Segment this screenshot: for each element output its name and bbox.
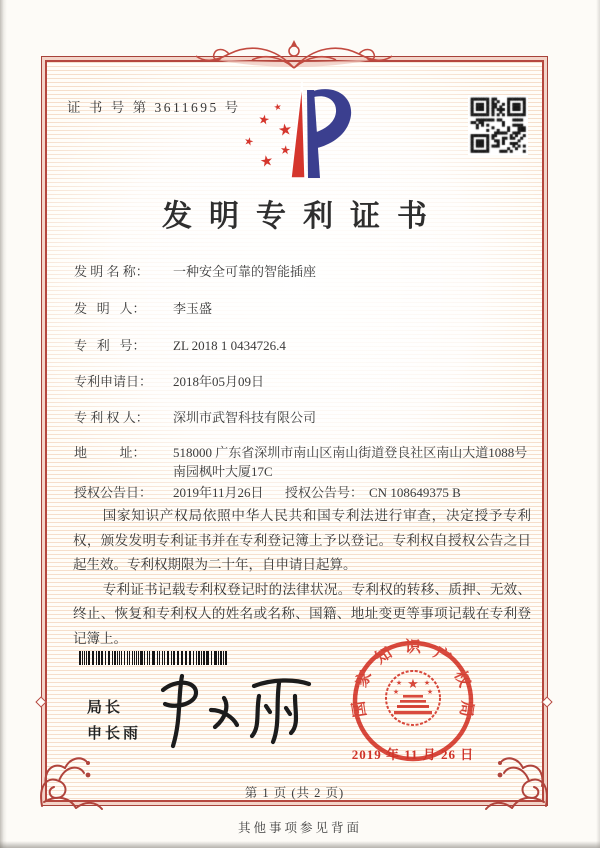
field-label: 专 利 号： — [74, 338, 146, 353]
field-value: CN 108649375 B — [369, 485, 461, 500]
barcode — [79, 651, 229, 665]
handwritten-signature — [148, 670, 318, 752]
signature-block — [87, 695, 141, 747]
svg-text:★: ★ — [395, 679, 403, 687]
seal-date: 2019 年 11 月 26 日 — [351, 747, 475, 762]
page-indicator: 第 1 页 (共 2 页) — [244, 786, 345, 800]
back-note: 其他事项参见背面 — [237, 821, 362, 835]
cnipa-logo — [238, 78, 368, 186]
field-grant-number — [285, 483, 461, 502]
legal-paragraph-1: 国家知识产权局依照中华人民共和国专利法进行审查，决定授予专利权，颁发发明专利证书并在专利登记簿上予以登记。专利权自授权公告之日起生效。专利权期限为二十年，自申请日起算。 — [73, 508, 531, 572]
scan-edge-bottom — [0, 841, 600, 848]
frame-top-flourish-icon — [194, 36, 394, 78]
field-value: 一种安全可靠的智能插座 — [173, 264, 317, 279]
national-emblem — [386, 671, 440, 725]
legal-paragraph-2: 专利证书记载专利权登记时的法律状况。专利权的转移、质押、无效、终止、恢复和专利权人的姓名或名称、国籍、地址变更等事项记载在专利登记簿上。 — [73, 581, 531, 646]
field-row-address — [74, 443, 535, 481]
legal-text — [73, 504, 531, 651]
field-row-filing-date — [74, 372, 264, 391]
field-value: 2019年11月26日 — [173, 485, 264, 500]
field-label: 授权公告日： — [74, 485, 153, 500]
field-row-patentee — [74, 408, 316, 427]
field-value: 李玉盛 — [173, 301, 213, 316]
field-value: ZL 2018 1 0434726.4 — [173, 338, 286, 353]
field-label: 专利申请日： — [74, 374, 153, 389]
certificate-number: 证 书 号 第 3611695 号 — [67, 100, 241, 115]
svg-text:★: ★ — [426, 688, 434, 696]
svg-text:★: ★ — [392, 688, 400, 696]
field-row-invention-name — [74, 262, 316, 281]
field-row-patent-number — [74, 336, 286, 355]
field-row-grant — [74, 483, 544, 502]
seal-agency-name: 国家知识产权局 — [350, 639, 476, 719]
scan-edge-right — [596, 0, 600, 848]
star-icon: ★ — [256, 112, 271, 129]
field-value: 2018年05月09日 — [173, 374, 265, 389]
cnipa-logo-icon — [238, 78, 368, 186]
field-label: 发 明 人： — [74, 301, 146, 316]
field-value: 深圳市武智科技有限公司 — [173, 410, 317, 425]
star-icon: ★ — [272, 102, 283, 114]
field-label: 发 明 名 称： — [74, 264, 149, 279]
certificate-title: 发明专利证书 — [162, 200, 444, 233]
field-label: 地 址： — [74, 445, 146, 460]
field-label: 专 利 权 人： — [74, 410, 149, 425]
commissioner-name: 申长雨 — [87, 726, 142, 742]
star-icon: ★ — [258, 150, 275, 172]
commissioner-title: 局长 — [87, 700, 124, 716]
field-row-inventor — [74, 299, 212, 318]
star-icon: ★ — [279, 142, 292, 158]
field-label: 授权公告号： — [285, 485, 364, 500]
qr-code — [468, 95, 528, 155]
svg-text:★: ★ — [407, 677, 419, 692]
scan-edge-left — [0, 0, 7, 848]
field-value: 518000 广东省深圳市南山区南山街道登良社区南山大道1088号南园枫叶大厦17C — [173, 445, 528, 479]
star-icon: ★ — [276, 119, 294, 140]
star-icon: ★ — [242, 133, 256, 150]
svg-text:★: ★ — [423, 679, 431, 687]
